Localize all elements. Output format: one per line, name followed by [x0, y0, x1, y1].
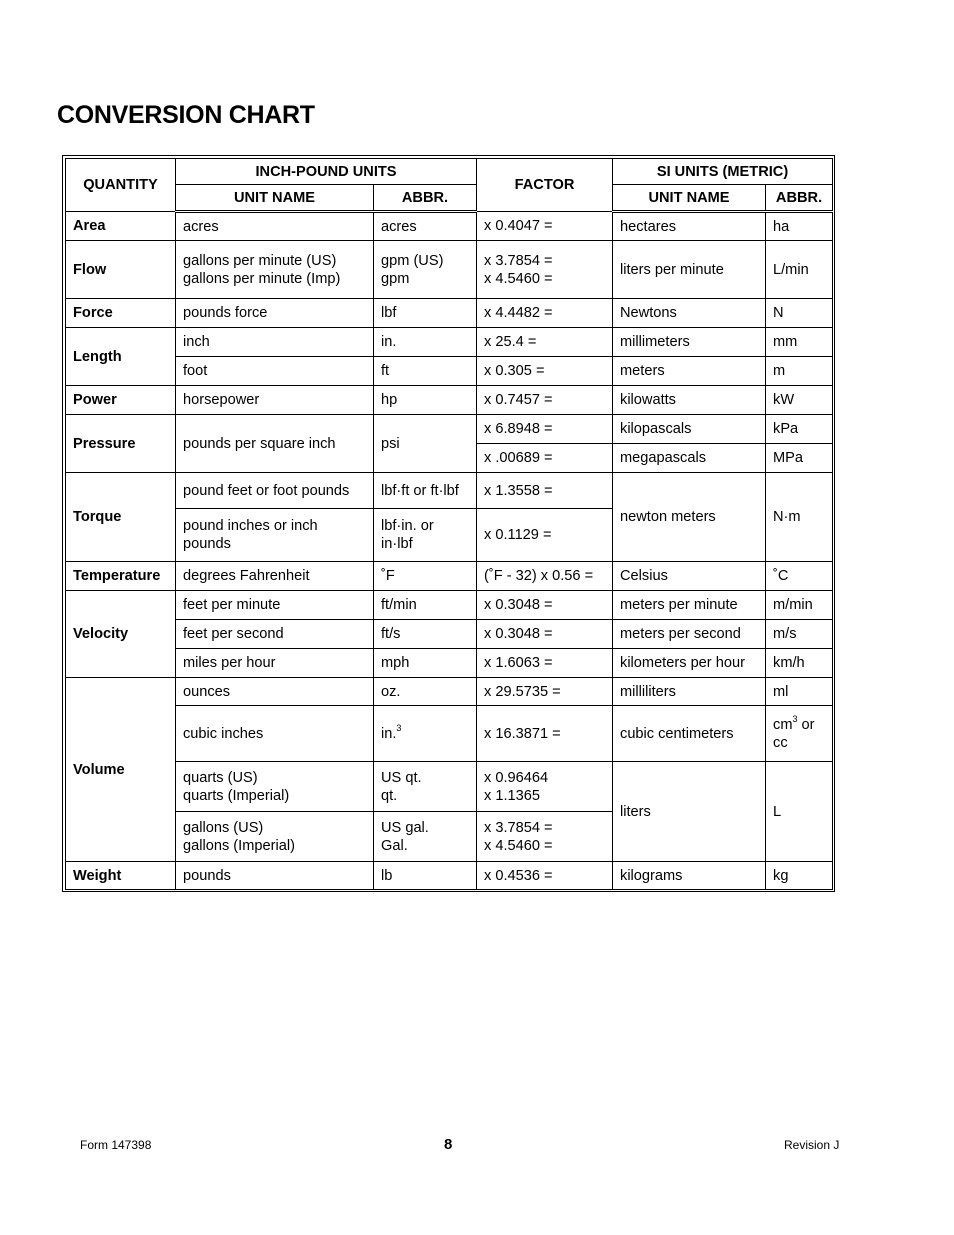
si-unit-name: meters per second: [613, 620, 766, 649]
footer-revision: Revision J: [784, 1138, 840, 1152]
factor: x 29.5735 =: [477, 678, 613, 706]
si-unit-name: Celsius: [613, 562, 766, 591]
unit-abbr-line: lbf·in. or: [381, 518, 434, 534]
unit-name: feet per second: [176, 620, 374, 649]
quantity-label: Temperature: [66, 562, 176, 591]
table-row: [66, 620, 833, 649]
factor: x 6.8948 =: [477, 415, 613, 444]
unit-name: cubic inches: [176, 706, 374, 762]
unit-abbr: psi: [374, 415, 477, 473]
header-row-2: [66, 185, 833, 212]
unit-name-line: gallons (US): [183, 819, 264, 836]
factor: x 16.3871 =: [477, 706, 613, 762]
unit-name-line: quarts (US): [183, 769, 258, 786]
factor: x 0.7457 =: [477, 386, 613, 415]
si-unit-name: kilograms: [613, 862, 766, 890]
unit-name: foot: [176, 357, 374, 386]
si-unit-abbr: m/min: [766, 591, 833, 620]
header-row-1: [66, 159, 833, 185]
unit-name-line: gallons (Imperial): [183, 837, 295, 854]
table-row: [66, 386, 833, 415]
si-unit-abbr: MPa: [766, 444, 833, 473]
quantity-label: Volume: [66, 678, 176, 862]
si-unit-abbr: kPa: [766, 415, 833, 444]
superscript: 3: [396, 722, 402, 733]
unit-abbr-line: Gal.: [381, 837, 408, 854]
si-unit-name: newton meters: [613, 473, 766, 562]
factor-line: x 4.5460 =: [484, 270, 553, 287]
si-unit-abbr: N·m: [766, 473, 833, 562]
factor: x 0.3048 =: [477, 620, 613, 649]
si-unit-name: kilowatts: [613, 386, 766, 415]
unit-abbr: lbf·ft or ft·lbf: [374, 473, 477, 509]
unit-abbr: [374, 812, 477, 862]
header-quantity: QUANTITY: [66, 159, 176, 212]
header-si-unit-name: UNIT NAME: [613, 185, 766, 212]
header-si-units: SI UNITS (METRIC): [613, 159, 833, 185]
table-row: [66, 762, 833, 812]
unit-abbr: lb: [374, 862, 477, 890]
si-unit-name: kilopascals: [613, 415, 766, 444]
unit-name: pounds per square inch: [176, 415, 374, 473]
factor: x 25.4 =: [477, 328, 613, 357]
unit-abbr: [374, 509, 477, 562]
si-unit-abbr: km/h: [766, 649, 833, 678]
table-row: [66, 678, 833, 706]
unit-name: [176, 762, 374, 812]
unit-name: degrees Fahrenheit: [176, 562, 374, 591]
si-unit-name: milliliters: [613, 678, 766, 706]
si-unit-name: millimeters: [613, 328, 766, 357]
quantity-label: Velocity: [66, 591, 176, 678]
si-abbr-text: cm: [773, 716, 793, 733]
unit-abbr: [374, 706, 477, 762]
header-factor: FACTOR: [477, 159, 613, 212]
unit-name-line: pound inches or inch: [183, 518, 318, 534]
factor: (˚F - 32) x 0.56 =: [477, 562, 613, 591]
unit-name: acres: [176, 212, 374, 241]
header-inch-pound-units: INCH-POUND UNITS: [176, 159, 477, 185]
quantity-label: Length: [66, 328, 176, 386]
table-row: [66, 241, 833, 299]
si-unit-abbr: L: [766, 762, 833, 862]
conversion-table: [65, 158, 833, 890]
table-row: [66, 415, 833, 444]
si-unit-abbr: kW: [766, 386, 833, 415]
si-unit-name: meters per minute: [613, 591, 766, 620]
table-row: [66, 706, 833, 762]
table-row: [66, 649, 833, 678]
factor: x .00689 =: [477, 444, 613, 473]
factor: x 0.4047 =: [477, 212, 613, 241]
factor: [477, 241, 613, 299]
unit-name: [176, 812, 374, 862]
unit-name: pounds: [176, 862, 374, 890]
unit-name: feet per minute: [176, 591, 374, 620]
unit-abbr: acres: [374, 212, 477, 241]
si-unit-name: hectares: [613, 212, 766, 241]
factor: x 4.4482 =: [477, 299, 613, 328]
factor: x 1.3558 =: [477, 473, 613, 509]
si-unit-name: liters per minute: [613, 241, 766, 299]
unit-abbr: ft/min: [374, 591, 477, 620]
unit-abbr: lbf: [374, 299, 477, 328]
unit-abbr-line: gpm (US): [381, 252, 444, 269]
si-unit-abbr: [766, 706, 833, 762]
factor: x 0.3048 =: [477, 591, 613, 620]
unit-name: pounds force: [176, 299, 374, 328]
unit-abbr: [374, 241, 477, 299]
si-unit-abbr: m: [766, 357, 833, 386]
footer-form-number: Form 147398: [80, 1138, 152, 1152]
unit-name: ounces: [176, 678, 374, 706]
si-unit-abbr: ha: [766, 212, 833, 241]
si-unit-name: megapascals: [613, 444, 766, 473]
si-unit-abbr: mm: [766, 328, 833, 357]
factor-line: x 1.1365: [484, 787, 541, 804]
unit-name-line: pounds: [183, 536, 231, 552]
factor: x 0.1129 =: [477, 509, 613, 562]
table-row: [66, 328, 833, 357]
quantity-label: Power: [66, 386, 176, 415]
superscript: 3: [792, 713, 798, 724]
unit-abbr: in.: [374, 328, 477, 357]
si-abbr-line: cc: [773, 734, 788, 751]
page-title: CONVERSION CHART: [57, 101, 315, 129]
si-unit-name: cubic centimeters: [613, 706, 766, 762]
table-row: [66, 862, 833, 890]
table-row: [66, 357, 833, 386]
footer-page-number: 8: [444, 1136, 453, 1153]
factor: x 1.6063 =: [477, 649, 613, 678]
si-unit-name: liters: [613, 762, 766, 862]
header-unit-name: UNIT NAME: [176, 185, 374, 212]
si-unit-name: Newtons: [613, 299, 766, 328]
table-row: [66, 591, 833, 620]
unit-name-line: quarts (Imperial): [183, 787, 290, 804]
unit-abbr-line: US gal.: [381, 819, 429, 836]
si-unit-name: meters: [613, 357, 766, 386]
unit-abbr: hp: [374, 386, 477, 415]
table-row: [66, 473, 833, 509]
quantity-label: Torque: [66, 473, 176, 562]
unit-abbr-line: qt.: [381, 787, 398, 804]
table-row: [66, 299, 833, 328]
factor-line: x 3.7854 =: [484, 819, 553, 836]
table-row: [66, 212, 833, 241]
unit-abbr: ˚F: [374, 562, 477, 591]
unit-abbr-line: in·lbf: [381, 536, 413, 552]
quantity-label: Force: [66, 299, 176, 328]
factor: x 0.305 =: [477, 357, 613, 386]
unit-abbr: mph: [374, 649, 477, 678]
unit-name-line: gallons per minute (US): [183, 252, 337, 269]
unit-name: pound feet or foot pounds: [176, 473, 374, 509]
table-row: [66, 562, 833, 591]
si-unit-abbr: ˚C: [766, 562, 833, 591]
quantity-label: Flow: [66, 241, 176, 299]
quantity-label: Area: [66, 212, 176, 241]
si-unit-abbr: ml: [766, 678, 833, 706]
quantity-label: Weight: [66, 862, 176, 890]
header-si-abbr: ABBR.: [766, 185, 833, 212]
si-unit-abbr: m/s: [766, 620, 833, 649]
factor-line: x 0.96464: [484, 769, 549, 786]
factor-line: x 3.7854 =: [484, 252, 553, 269]
si-unit-abbr: N: [766, 299, 833, 328]
unit-abbr: oz.: [374, 678, 477, 706]
factor: [477, 762, 613, 812]
header-abbr: ABBR.: [374, 185, 477, 212]
factor: [477, 812, 613, 862]
factor: x 0.4536 =: [477, 862, 613, 890]
quantity-label: Pressure: [66, 415, 176, 473]
unit-abbr-line: gpm: [381, 270, 410, 287]
unit-abbr: ft/s: [374, 620, 477, 649]
si-unit-abbr: L/min: [766, 241, 833, 299]
unit-name-line: gallons per minute (Imp): [183, 270, 341, 287]
unit-abbr: ft: [374, 357, 477, 386]
unit-abbr-line: US qt.: [381, 769, 422, 786]
unit-name: [176, 241, 374, 299]
unit-name: miles per hour: [176, 649, 374, 678]
unit-abbr: [374, 762, 477, 812]
si-unit-abbr: kg: [766, 862, 833, 890]
unit-abbr-text: in.: [381, 725, 397, 742]
unit-name: inch: [176, 328, 374, 357]
unit-name: horsepower: [176, 386, 374, 415]
unit-name: [176, 509, 374, 562]
factor-line: x 4.5460 =: [484, 837, 553, 854]
si-unit-name: kilometers per hour: [613, 649, 766, 678]
si-abbr-tail: or: [797, 716, 815, 733]
